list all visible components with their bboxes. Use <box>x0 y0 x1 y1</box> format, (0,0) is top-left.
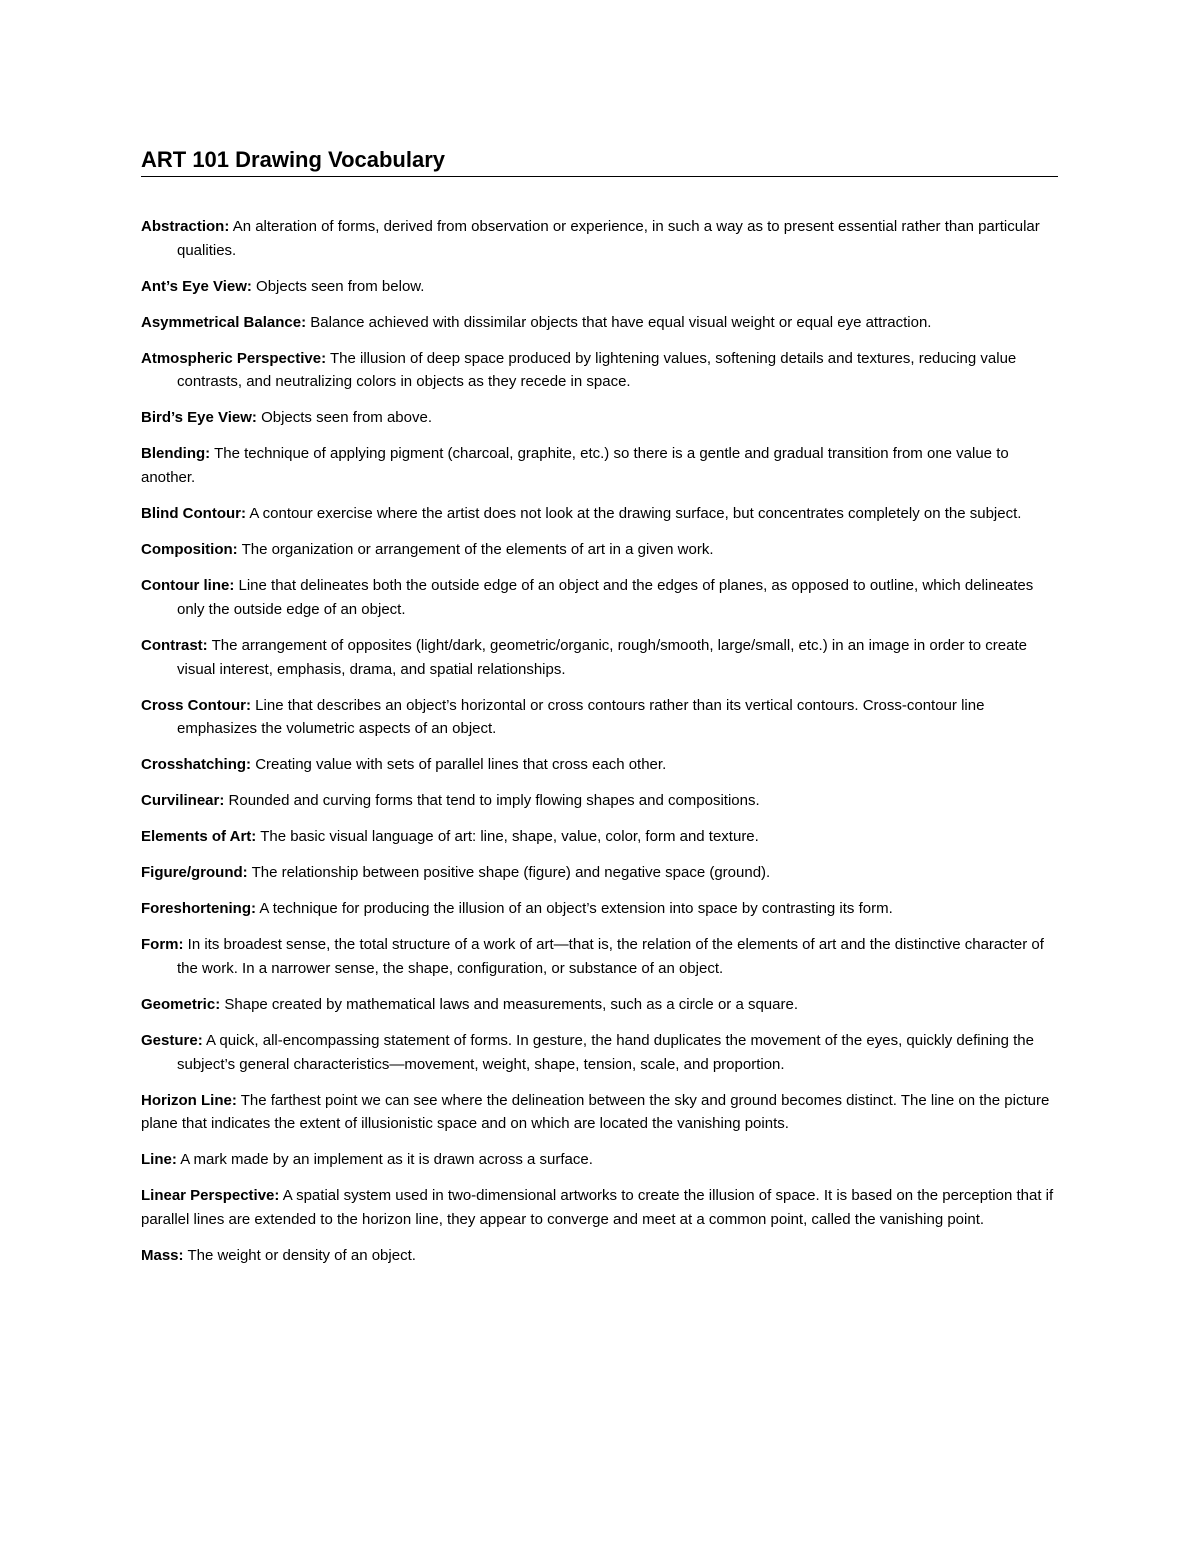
vocab-definition: The technique of applying pigment (charcoal, graphite, etc.) so there is a gentle and gradual transition from one value to another. <box>141 445 1009 487</box>
vocab-term: Contrast: <box>141 636 208 654</box>
vocab-term: Foreshortening: <box>141 900 256 918</box>
title-underline <box>141 176 1058 177</box>
vocab-term: Geometric: <box>141 995 221 1013</box>
vocab-entry-figure-ground <box>141 861 1060 885</box>
vocab-definition: The basic visual language of art: line, shape, value, color, form and texture. <box>260 828 759 846</box>
vocab-definition: Creating value with sets of parallel lines that cross each other. <box>255 756 667 774</box>
vocab-entry-contrast <box>141 634 1060 681</box>
vocab-entry-curvilinear <box>141 789 1060 813</box>
vocab-entry-form <box>141 933 1060 980</box>
vocabulary-list <box>141 215 1060 1280</box>
vocab-term: Cross Contour: <box>141 696 251 714</box>
vocab-definition: The farthest point we can see where the delineation between the sky and ground becomes distinct. The line on the picture plane that indicates the extent of illusionistic space and on which are located the vanishing points. <box>141 1091 1050 1133</box>
vocab-definition: A contour exercise where the artist does not look at the drawing surface, but concentrates completely on the subject. <box>249 505 1022 523</box>
vocab-entry-gesture <box>141 1029 1060 1076</box>
vocab-entry-abstraction <box>141 215 1060 262</box>
vocab-term: Linear Perspective: <box>141 1187 280 1205</box>
vocab-definition: The illusion of deep space produced by lightening values, softening details and textures, reducing value contrasts, and neutralizing colors in objects as they recede in space. <box>177 349 1017 391</box>
vocab-term: Curvilinear: <box>141 792 225 810</box>
vocab-term: Bird’s Eye View: <box>141 409 257 427</box>
vocab-definition: In its broadest sense, the total structure of a work of art—that is, the relation of the elements of art and the distinctive character of the work. In a narrower sense, the shape, configuration, or substance of an object. <box>177 936 1044 977</box>
vocab-term: Form: <box>141 936 184 954</box>
vocab-definition: Shape created by mathematical laws and measurements, such as a circle or a square. <box>224 995 798 1013</box>
vocab-definition: Objects seen from above. <box>261 409 432 427</box>
vocab-entry-linear-perspective <box>141 1184 1060 1231</box>
vocab-entry-ants-eye-view <box>141 275 1060 299</box>
vocab-definition: A quick, all-encompassing statement of forms. In gesture, the hand duplicates the movement of the eyes, quickly defining the subject’s general characteristics—movement, weight, shape, tension, scale, and proportion. <box>177 1031 1034 1073</box>
vocab-term: Mass: <box>141 1247 184 1265</box>
vocab-entry-mass <box>141 1244 1060 1268</box>
vocab-term: Abstraction: <box>141 218 230 235</box>
vocab-entry-crosshatching <box>141 753 1060 777</box>
vocab-definition: A mark made by an implement as it is drawn across a surface. <box>180 1151 593 1169</box>
vocab-definition: Rounded and curving forms that tend to imply flowing shapes and compositions. <box>228 792 760 810</box>
vocab-definition: Balance achieved with dissimilar objects that have equal visual weight or equal eye attraction. <box>310 313 932 331</box>
vocab-definition: The organization or arrangement of the elements of art in a given work. <box>241 541 714 559</box>
vocab-term: Gesture: <box>141 1031 203 1049</box>
vocab-entry-line <box>141 1148 1060 1172</box>
vocab-term: Blind Contour: <box>141 505 246 523</box>
vocab-term: Line: <box>141 1151 177 1169</box>
vocab-entry-composition <box>141 538 1060 562</box>
vocab-entry-geometric <box>141 993 1060 1017</box>
vocab-definition: A technique for producing the illusion of an object’s extension into space by contrasting its form. <box>259 900 893 918</box>
vocab-entry-blending <box>141 442 1060 489</box>
vocab-definition: The arrangement of opposites (light/dark, geometric/organic, rough/smooth, large/small, etc.) in an image in order to create visual interest, emphasis, drama, and spatial relationships. <box>177 636 1027 678</box>
vocab-definition: Line that describes an object’s horizontal or cross contours rather than its vertical contours. Cross-contour line emphasizes the volumetric aspects of an object. <box>177 696 985 738</box>
vocab-term: Ant’s Eye View: <box>141 277 252 295</box>
vocab-term: Asymmetrical Balance: <box>141 313 307 331</box>
vocab-definition: Line that delineates both the outside edge of an object and the edges of planes, as opposed to outline, which delineates only the outside edge of an object. <box>177 577 1034 618</box>
page-title: ART 101 Drawing Vocabulary <box>141 147 446 172</box>
vocab-term: Composition: <box>141 541 238 559</box>
vocab-definition: Objects seen from below. <box>256 277 425 295</box>
vocab-term: Atmospheric Perspective: <box>141 349 327 367</box>
vocab-entry-blind-contour <box>141 502 1060 526</box>
vocab-entry-cross-contour <box>141 694 1060 741</box>
vocab-term: Figure/ground: <box>141 864 248 882</box>
vocab-entry-asymmetrical-balance <box>141 311 1060 335</box>
vocab-term: Horizon Line: <box>141 1091 237 1109</box>
vocab-entry-contour-line <box>141 574 1060 621</box>
vocab-definition: A spatial system used in two-dimensional artworks to create the illusion of space. It is based on the perception that if parallel lines are extended to the horizon line, they appear to converge and meet at a common point, called the vanishing point. <box>141 1187 1054 1229</box>
vocab-entry-elements-of-art <box>141 825 1060 849</box>
vocab-term: Blending: <box>141 445 211 463</box>
vocab-entry-birds-eye-view <box>141 406 1060 430</box>
vocab-entry-horizon-line <box>141 1089 1060 1136</box>
vocab-definition: The relationship between positive shape (figure) and negative space (ground). <box>251 864 771 882</box>
vocab-term: Crosshatching: <box>141 756 252 774</box>
vocab-term: Elements of Art: <box>141 828 257 846</box>
vocab-entry-foreshortening <box>141 897 1060 921</box>
vocab-definition: The weight or density of an object. <box>187 1247 416 1265</box>
vocab-definition: An alteration of forms, derived from observation or experience, in such a way as to present essential rather than particular qualities. <box>177 218 1040 259</box>
vocab-term: Contour line: <box>141 577 235 595</box>
vocab-entry-atmospheric-perspective <box>141 347 1060 394</box>
